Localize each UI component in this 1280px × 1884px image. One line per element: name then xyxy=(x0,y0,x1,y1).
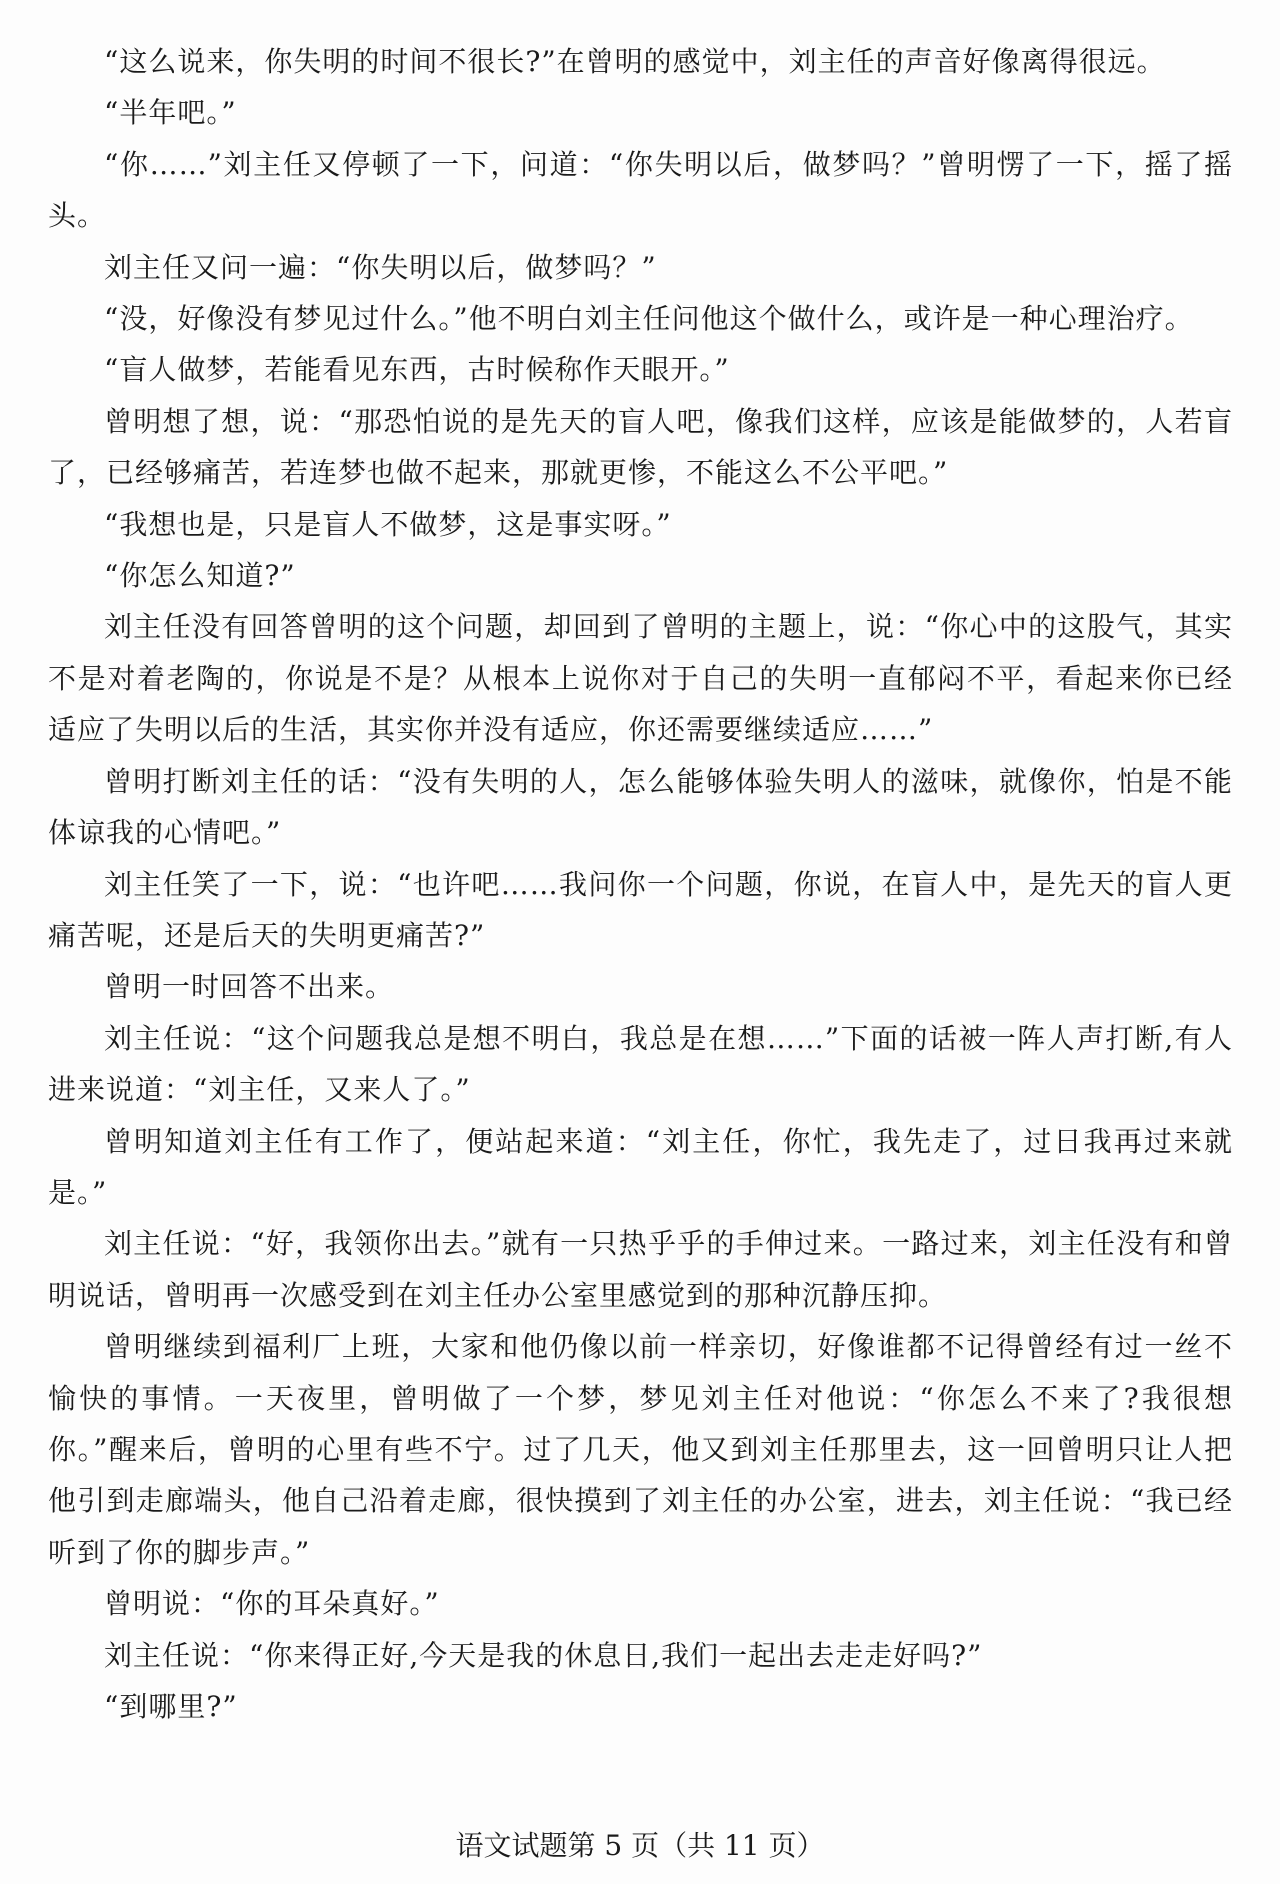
paragraph: 曾明说：“你的耳朵真好。” xyxy=(104,1587,440,1621)
paragraph: “你怎么知道?” xyxy=(104,559,296,593)
paragraph: 刘主任笑了一下，说：“也许吧……我问你一个问题，你说，在盲人中，是先天的盲人更痛苦呢，还是后天的失明更痛苦?” xyxy=(48,867,1233,952)
paragraph: “半年吧。” xyxy=(104,96,237,130)
paragraph: 刘主任说：“你来得正好,今天是我的休息日,我们一起出去走走好吗?” xyxy=(104,1638,983,1672)
paragraph: “盲人做梦，若能看见东西，古时候称作天眼开。” xyxy=(104,353,730,387)
paragraph: “这么说来，你失明的时间不很长?”在曾明的感觉中，刘主任的声音好像离得很远。 xyxy=(104,45,1166,78)
paragraph: “我想也是，只是盲人不做梦，这是事实呀。” xyxy=(104,507,672,541)
paragraph: 曾明想了想，说：“那恐怕说的是先天的盲人吧，像我们这样，应该是能做梦的，人若盲了，已经够痛苦，若连梦也做不起来，那就更惨，不能这么不公平吧。” xyxy=(48,404,1233,490)
story-text xyxy=(48,36,1233,1732)
page-footer: 语文试题第 5 页（共 11 页） xyxy=(455,1829,825,1862)
paragraph: 刘主任没有回答曾明的这个问题，却回到了曾明的主题上，说：“你心中的这股气，其实不是对着老陶的，你说是不是？从根本上说你对于自己的失明一直郁闷不平，看起来你已经适应了失明以后的生活，其实你并没有适应，你还需要继续适应……” xyxy=(48,610,1233,747)
paragraph: 曾明打断刘主任的话：“没有失明的人，怎么能够体验失明人的滋味，就像你，怕是不能体谅我的心情吧。” xyxy=(48,764,1233,850)
paragraph: “到哪里?” xyxy=(104,1690,238,1723)
paragraph: 刘主任说：“好，我领你出去。”就有一只热乎乎的手伸过来。一路过来，刘主任没有和曾明说话，曾明再一次感受到在刘主任办公室里感觉到的那种沉静压抑。 xyxy=(48,1227,1233,1312)
paragraph: “你……”刘主任又停顿了一下，问道：“你失明以后，做梦吗？”曾明愣了一下，摇了摇头。 xyxy=(48,147,1233,233)
paragraph: 曾明继续到福利厂上班，大家和他仍像以前一样亲切，好像谁都不记得曾经有过一丝不愉快的事情。一天夜里，曾明做了一个梦，梦见刘主任对他说：“你怎么不来了?我很想你。”醒来后，曾明的心里有些不宁。过了几天，他又到刘主任那里去，这一回曾明只让人把他引到走廊端头，他自己沿着走廊，很快摸到了刘主任的办公室，进去，刘主任说：“我已经听到了你的脚步声。” xyxy=(48,1330,1233,1569)
paragraph: 刘主任又问一遍：“你失明以后，做梦吗？” xyxy=(104,250,657,284)
paragraph: 曾明知道刘主任有工作了，便站起来道：“刘主任，你忙，我先走了，过日我再过来就是。” xyxy=(48,1124,1233,1209)
paragraph: “没，好像没有梦见过什么。”他不明白刘主任问他这个做什么，或许是一种心理治疗。 xyxy=(104,302,1194,336)
paragraph: 刘主任说：“这个问题我总是想不明白，我总是在想……”下面的话被一阵人声打断,有人进来说道：“刘主任，又来人了。” xyxy=(48,1021,1233,1107)
paragraph: 曾明一时回答不出来。 xyxy=(104,970,395,1004)
